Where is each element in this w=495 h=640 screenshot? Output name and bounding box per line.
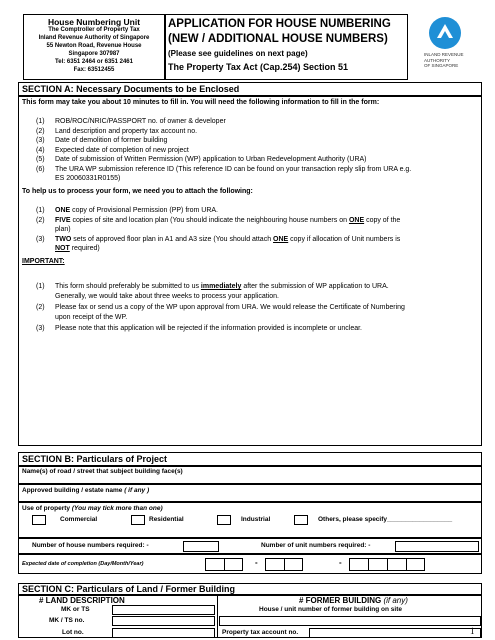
- iras-logo-icon: [428, 16, 462, 50]
- iras-logo-text: [424, 52, 464, 69]
- unit-address-line: The Comptroller of Property Tax: [48, 27, 140, 33]
- list-item-number: (2): [36, 304, 45, 311]
- section-c-header: [18, 583, 482, 595]
- list-item: [36, 216, 476, 226]
- list-item-text: This form should preferably be submitted to us: [55, 283, 201, 290]
- list-item-number: (1): [36, 118, 45, 125]
- building-name-text: Approved building / estate name: [22, 487, 123, 494]
- list-item-emphasis: ONE: [55, 207, 71, 214]
- list-item-text: copies of site and location plan (You should indicate the neighbouring house numbers on: [70, 216, 349, 224]
- header-unit-box: [23, 14, 165, 80]
- industrial-label: Industrial: [241, 516, 271, 523]
- use-label-note: (You may tick more than one): [70, 505, 163, 512]
- house-numbers-label: Number of house numbers required: -: [32, 542, 149, 549]
- list-item-text: ES 20060331R0155): [55, 175, 121, 182]
- list-item-text: copy of the: [364, 216, 401, 224]
- list-item: [36, 303, 476, 313]
- list-item: [36, 146, 476, 156]
- logo-text-line: OF SINGAPORE: [424, 63, 459, 68]
- tax-acct-right-label: Property tax account no.: [222, 629, 299, 636]
- use-of-property-panel: [18, 502, 482, 538]
- list-item-emphasis: FIVE: [55, 216, 71, 224]
- list-item: [36, 117, 476, 127]
- list-item-number: (2): [36, 127, 45, 135]
- house-numbers-input[interactable]: [183, 541, 219, 552]
- former-building-header: [299, 596, 408, 605]
- list-item-text: Expected date of completion of new project: [55, 146, 189, 154]
- logo-text-line: AUTHORITY: [424, 57, 451, 63]
- list-item-number: (1): [36, 207, 45, 214]
- form-title-line2: (NEW / ADDITIONAL HOUSE NUMBERS): [168, 33, 388, 45]
- list-item-number: (1): [36, 283, 45, 290]
- tax-acct-right-input[interactable]: [309, 628, 481, 638]
- unit-address-line: Singapore 307987: [68, 50, 120, 57]
- list-item: [36, 155, 476, 165]
- list-item-number: (5): [36, 156, 45, 163]
- list-item-emphasis: NOT: [55, 245, 70, 252]
- form-subtitle: (Please see guidelines on next page): [168, 49, 308, 58]
- mk-ts-no-label: MK / TS no.: [49, 617, 85, 624]
- others-label: Others, please specify__________________: [318, 516, 453, 523]
- unit-address-line: 55 Newton Road, Revenue House: [46, 42, 142, 49]
- header-title-box: [165, 14, 408, 80]
- industrial-checkbox[interactable]: [217, 515, 231, 525]
- list-item-text: sets of approved floor plan in A1 and A3 size (You should attach: [71, 235, 274, 243]
- important-list: [36, 280, 476, 334]
- list-item-number: (2): [36, 216, 45, 224]
- info-list: [36, 117, 476, 184]
- completion-date-label: Expected date of completion (Day/Month/Year): [22, 561, 144, 567]
- logo-text-line: INLAND REVENUE: [424, 52, 464, 57]
- unit-address-lines: [24, 27, 164, 74]
- completion-year-divider-3: [406, 558, 407, 571]
- list-item: [36, 127, 476, 137]
- mk-ts-no-input[interactable]: [112, 616, 215, 626]
- list-item-text: after the submission of WP application to URA.: [241, 283, 389, 290]
- former-building-note: (if any): [381, 596, 408, 605]
- use-label: [22, 505, 163, 512]
- list-item: [36, 313, 476, 323]
- list-item-text: Date of demolition of former building: [55, 137, 168, 144]
- land-description-header: # LAND DESCRIPTION: [39, 596, 125, 605]
- form-title-line1: APPLICATION FOR HOUSE NUMBERING: [168, 18, 391, 30]
- residential-checkbox[interactable]: [131, 515, 145, 525]
- attach-list: [36, 206, 476, 254]
- completion-year-divider-1: [368, 558, 369, 571]
- lot-no-input[interactable]: [112, 628, 215, 638]
- unit-numbers-input[interactable]: [395, 541, 479, 552]
- lot-no-label: Lot no.: [62, 629, 84, 636]
- list-item-number: (3): [36, 235, 45, 243]
- others-checkbox[interactable]: [294, 515, 308, 525]
- form-act: The Property Tax Act (Cap.254) Section 51: [168, 62, 349, 72]
- completion-day-divider: [224, 558, 225, 571]
- section-a-title: SECTION A: Necessary Documents to be Enclosed: [22, 84, 240, 94]
- list-item: [36, 244, 476, 254]
- list-item: [36, 136, 476, 146]
- iras-logo: [410, 14, 482, 80]
- house-unit-former-input[interactable]: [219, 616, 481, 626]
- section-a-header: [18, 82, 482, 96]
- commercial-label: Commercial: [60, 516, 98, 523]
- section-b-title: SECTION B: Particulars of Project: [22, 454, 168, 464]
- former-building-text: # FORMER BUILDING: [299, 596, 382, 605]
- mk-ts-label: MK or TS: [61, 606, 90, 613]
- unit-address-line: Fax: 63512455: [73, 66, 115, 73]
- list-item: [36, 235, 476, 245]
- building-name-note: ( if any ): [122, 487, 150, 494]
- list-item-emphasis: TWO: [55, 235, 72, 243]
- list-item-emphasis: ONE: [348, 216, 365, 224]
- completion-year-divider-2: [387, 558, 388, 571]
- section-c-title: SECTION C: Particulars of Land / Former Building: [22, 584, 236, 594]
- important-label: IMPORTANT:: [22, 258, 65, 265]
- building-name-field[interactable]: [18, 484, 482, 502]
- house-unit-former-label: House / unit number of former building on site: [259, 606, 402, 613]
- list-item-text: Land description and property tax account no.: [55, 127, 198, 135]
- list-item: [36, 206, 476, 216]
- unit-address-line: Inland Revenue Authority of Singapore: [38, 34, 150, 41]
- page-number: 1: [470, 626, 475, 636]
- section-a-body: [18, 96, 482, 446]
- section-c-body: [18, 595, 482, 638]
- list-item-text: plan): [55, 226, 71, 233]
- use-label-text: Use of property: [22, 505, 71, 512]
- unit-title: House Numbering Unit: [47, 17, 141, 27]
- unit-address-line: Tel: 6351 2464 or 6351 2461: [55, 58, 133, 65]
- unit-numbers-label: Number of unit numbers required: -: [261, 542, 371, 549]
- completion-month-divider: [284, 558, 285, 571]
- list-item-emphasis: ONE: [273, 235, 289, 243]
- building-name-label: [22, 487, 149, 494]
- list-item-text: Please note that this application will be rejected if the information provided is incomplete or unclear.: [55, 325, 363, 332]
- completion-sep-1: -: [255, 558, 258, 567]
- list-item: [36, 165, 476, 175]
- completion-date-row: [18, 554, 482, 574]
- list-item-text: The URA WP submission reference ID (This reference ID can be found on your transaction reply slip from URA e.g.: [55, 165, 412, 173]
- list-item-emphasis: immediately: [200, 283, 242, 290]
- section-a-intro: This form may take you about 10 minutes to fill in. You will need the following information to fill in the form:: [22, 99, 380, 106]
- list-item-number: (4): [36, 146, 45, 154]
- list-item-number: (6): [36, 165, 45, 173]
- list-item: [36, 174, 476, 184]
- road-name-field[interactable]: [18, 466, 482, 484]
- list-item-text: copy of Provisional Permission (PP) from URA.: [70, 207, 218, 214]
- list-item-number: (3): [36, 137, 45, 144]
- commercial-checkbox[interactable]: [32, 515, 46, 525]
- list-item-text: upon receipt of the WP.: [55, 313, 128, 321]
- attach-intro: To help us to process your form, we need you to attach the following:: [22, 188, 253, 195]
- numbers-required-row: [18, 538, 482, 554]
- list-item: [36, 282, 476, 292]
- list-item-text: Please fax or send us a copy of the WP upon approval from URA. We would release the Certificate of Numbering: [55, 304, 405, 311]
- section-b-header: [18, 452, 482, 466]
- list-item-text: required): [69, 245, 100, 252]
- list-item-number: (3): [36, 325, 45, 332]
- section-c-divider: [217, 596, 218, 638]
- list-item-text: Generally, we would take about three weeks to process your application.: [55, 292, 279, 300]
- road-name-label: Name(s) of road / street that subject building face(s): [22, 468, 183, 475]
- mk-ts-input[interactable]: [112, 605, 215, 615]
- list-item: [36, 225, 476, 235]
- list-item-text: copy if allocation of Unit numbers is: [288, 235, 401, 243]
- list-item: [36, 292, 476, 302]
- list-item-text: Date of submission of Written Permission (WP) application to Urban Redevelopment Authority (URA): [55, 156, 367, 163]
- residential-label: Residential: [149, 516, 184, 523]
- list-item: [36, 324, 476, 334]
- completion-sep-2: -: [339, 558, 342, 567]
- list-item-text: ROB/ROC/NRIC/PASSPORT no. of owner & developer: [55, 118, 226, 125]
